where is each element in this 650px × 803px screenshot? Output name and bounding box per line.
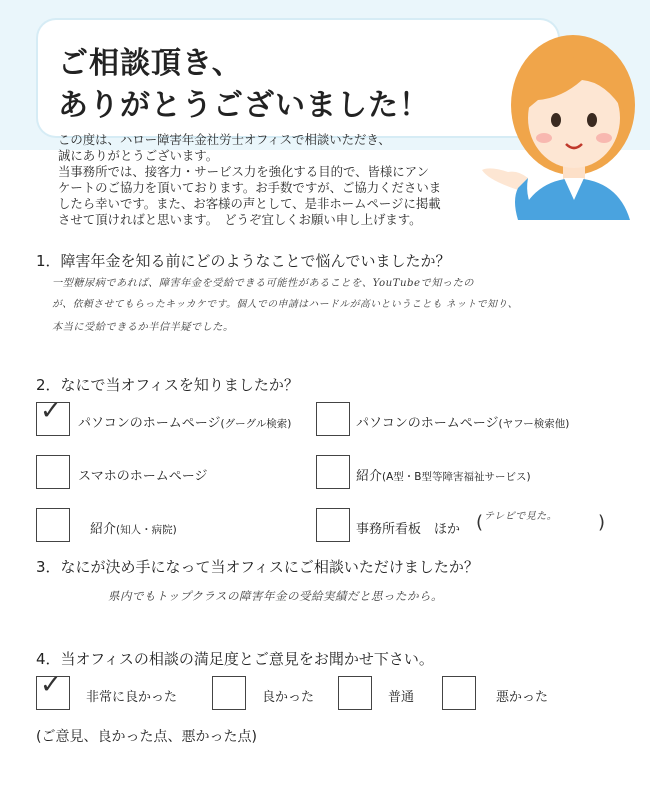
- title-line-1: ご相談頂き、: [58, 46, 243, 81]
- intro-line: 誠にありがとうございます。: [58, 148, 219, 163]
- check-mark-icon: ✓: [40, 670, 62, 700]
- option-signboard-label: 事務所看板 ほか: [356, 522, 461, 537]
- option-average-label: 普通: [388, 690, 415, 705]
- comment-label: (ご意見、良かった点、悪かった点): [36, 729, 257, 745]
- paren-close: ): [598, 512, 606, 533]
- question-3: 3．なにが決め手になって当オフィスにご相談いただけましたか？: [36, 558, 479, 576]
- checkbox-smartphone[interactable]: [36, 455, 70, 489]
- q3-answer: 県内でもトップクラスの障害年金の受給実績だと思ったから。: [108, 589, 443, 603]
- check-mark-icon: ✓: [40, 396, 62, 426]
- q1-answer-line: 一型糖尿病であれば、障害年金を受給できる可能性があることを、YouTubeで知ったの: [52, 278, 474, 289]
- checkbox-good[interactable]: [212, 676, 246, 710]
- checkbox-pc-yahoo[interactable]: [316, 402, 350, 436]
- other-answer-text: テレビで見た。: [484, 511, 558, 522]
- intro-text: [58, 132, 528, 228]
- option-referral-friend-label: 紹介(知人・病院): [90, 522, 177, 537]
- option-pc-google-label: パソコンのホームページ(グーグル検索): [78, 416, 292, 431]
- option-smartphone-label: スマホのホームページ: [78, 469, 208, 484]
- title-line-2: ありがとうございました！: [58, 88, 430, 123]
- question-4: 4．当オフィスの相談の満足度とご意見をお聞かせ下さい。: [36, 650, 434, 668]
- intro-line: したら幸いです。また、お客様の声として、是非ホームページに掲載: [58, 196, 441, 211]
- q1-answer-line: 本当に受給できるか半信半疑でした。: [52, 322, 234, 333]
- checkbox-referral-friend[interactable]: [36, 508, 70, 542]
- question-1: 1．障害年金を知る前にどのようなことで悩んでいましたか？: [36, 252, 451, 270]
- q1-answer-line: が、依頼させてもらったキッカケです。個人での申請はハードルが高いということも ネットで知り、: [52, 299, 518, 310]
- option-bad-label: 悪かった: [496, 690, 549, 705]
- option-very-good-label: 非常に良かった: [86, 690, 178, 705]
- intro-line: ケートのご協力を頂いております。お手数ですが、ご協力くださいま: [58, 180, 442, 195]
- question-2: 2．なにで当オフィスを知りましたか？: [36, 376, 299, 394]
- paren-open: (: [476, 512, 484, 533]
- option-good-label: 良かった: [262, 690, 315, 705]
- option-referral-facility-label: 紹介(A型・B型等障害福祉サービス): [356, 469, 531, 484]
- option-pc-yahoo-label: パソコンのホームページ(ヤフー検索他): [356, 416, 570, 431]
- intro-line: 当事務所では、接客力・サービス力を強化する目的で、皆様にアン: [58, 164, 429, 179]
- intro-line: させて頂ければと思います。 どうぞ宜しくお願い申し上げます。: [58, 212, 422, 227]
- checkbox-referral-facility[interactable]: [316, 455, 350, 489]
- intro-line: この度は、ハロー障害年金社労士オフィスで相談いただき、: [58, 132, 391, 147]
- checkbox-signboard[interactable]: [316, 508, 350, 542]
- checkbox-bad[interactable]: [442, 676, 476, 710]
- checkbox-average[interactable]: [338, 676, 372, 710]
